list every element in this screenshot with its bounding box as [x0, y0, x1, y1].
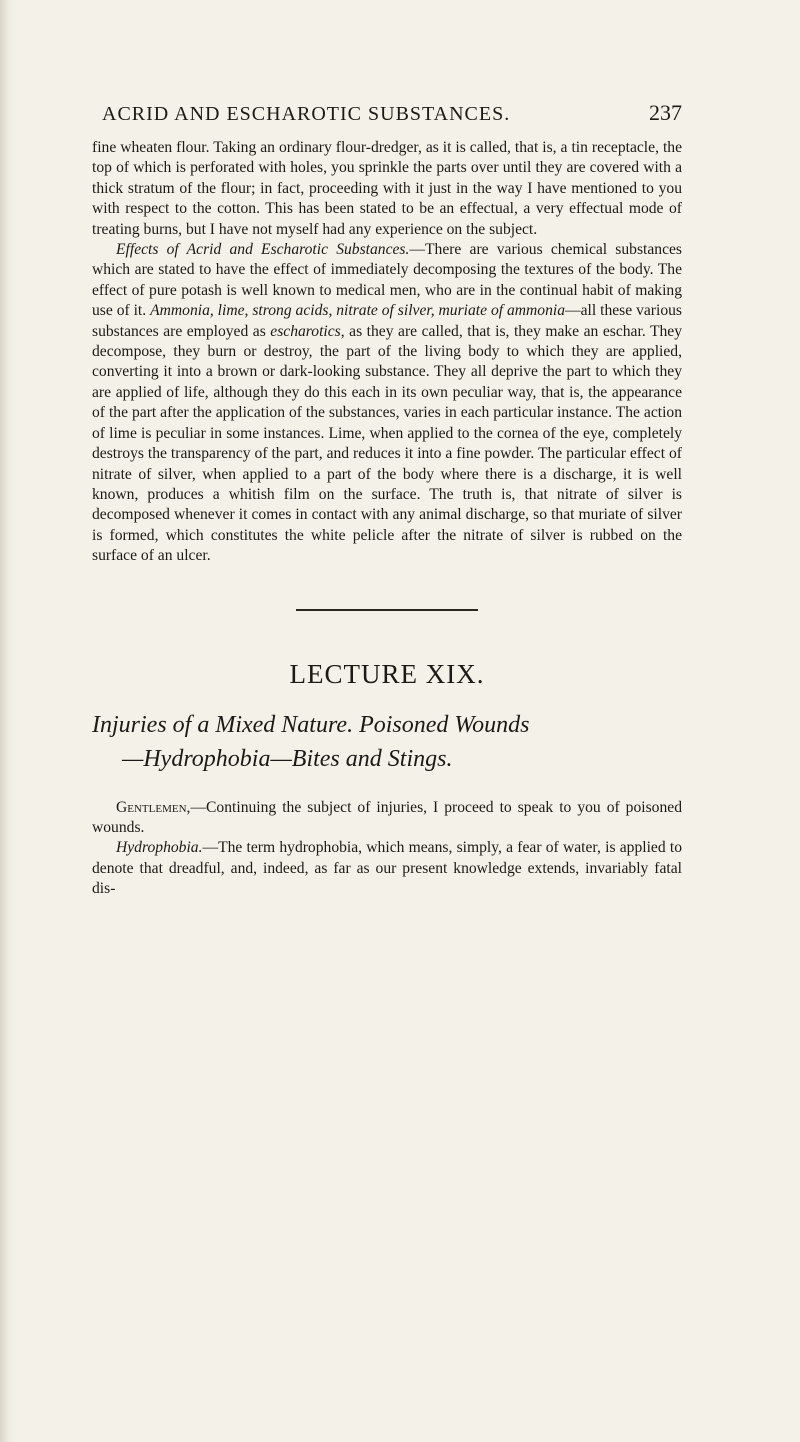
book-page: [92, 100, 682, 900]
lecture-title-line-2: —Hydrophobia—Bites and Stings.: [122, 745, 453, 772]
hydrophobia-text: —The term hydrophobia, which means, simply, a fear of water, is applied to denote that dreadful, and, indeed, as far as our present knowledge extends, invariably fatal dis-: [92, 839, 682, 898]
lecture-heading: LECTURE XIX.: [289, 658, 485, 689]
section-heading-effects: Effects of Acrid and Escharotic Substances.: [116, 241, 410, 259]
effects-text-1: —There are various chemical substances which are stated to have the effect of immediately decomposing the textures of the body. The effect of pure potash is well known to medical men, who are in the continual habit of making use of it.: [92, 241, 682, 320]
lecture-title: [92, 708, 682, 776]
opening-text: —Continuing the subject of injuries, I proceed to speak to you of poisoned wounds.: [92, 798, 682, 836]
section-heading-hydrophobia: Hydrophobia.: [116, 839, 203, 857]
effects-italic-word: escharotics: [270, 322, 341, 340]
paragraph-hydrophobia: [92, 838, 682, 899]
running-title: ACRID AND ESCHAROTIC SUBSTANCES.: [102, 103, 511, 125]
page-number: 237: [649, 100, 682, 125]
salutation: Gentlemen,: [116, 798, 191, 816]
section-rule: [296, 609, 478, 611]
effects-text-3: , as they are called, that is, they make an eschar. They decompose, they burn or destroy, the part of the living body to which they are applied, converting it into a brown or dark-looking substance. They all deprive the part to which they are applied of life, although they do this each in its own peculiar way, that is, the appearance of the part after the application of the substances, varies in each particular instance. The action of lime is peculiar in some instances. Lime, when applied to the cornea of the eye, completely destroys the transparency of the part, and reduces it into a fine powder. The particular effect of nitrate of silver, when applied to a part of the body where there is a discharge, it is well known, produces a whitish film on the surface. The truth is, that nitrate of silver is decomposed whenever it comes in contact with any animal discharge, so that muriate of silver is formed, which constitutes the white pelicle after the nitrate of silver is rubbed on the surface of an ulcer.: [92, 322, 682, 565]
body-text: [92, 138, 682, 567]
running-head: [92, 100, 682, 126]
paragraph-effects: [92, 240, 682, 567]
effects-text-2: —all these various substances are employed as: [92, 302, 682, 340]
paragraph-opening: [92, 798, 682, 839]
effects-italic-list: Ammonia, lime, strong acids, nitrate of silver, muriate of ammonia: [150, 302, 566, 320]
page-edge-shadow: [0, 0, 14, 1442]
lecture-body: [92, 798, 682, 900]
paragraph-continuation: fine wheaten flour. Taking an ordinary flour-dredger, as it is called, that is, a tin receptacle, the top of which is perforated with holes, you sprinkle the parts over until they are covered with a thick stratum of the flour; in fact, proceeding with it just in the way I have mentioned to you with respect to the cotton. This has been stated to be an effectual, a very effectual mode of treating burns, but I have not myself had any experience on the subject.: [92, 139, 682, 238]
lecture-title-line-1: Injuries of a Mixed Nature. Poisoned Wounds: [92, 711, 530, 738]
